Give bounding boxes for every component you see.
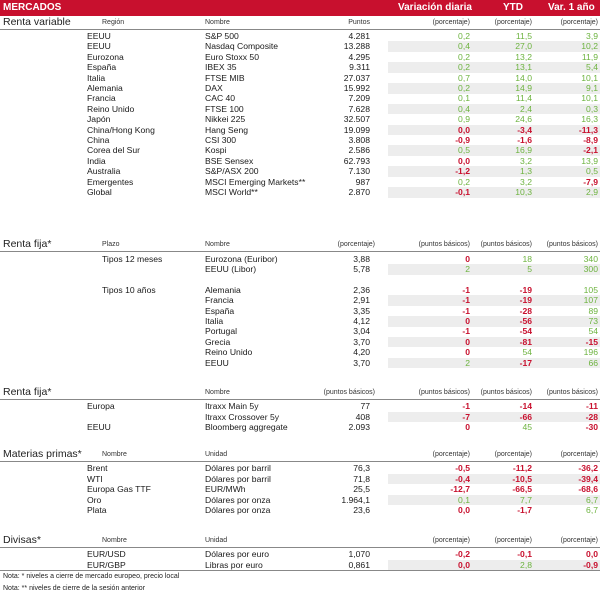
unit-cell: Libras por euro [205, 559, 263, 570]
col-header-region: Región [102, 19, 125, 26]
col-year-change: Var. 1 año [548, 2, 595, 13]
region-cell: China/Hong Kong [87, 124, 155, 135]
term-label: Tipos 12 meses [102, 254, 163, 264]
region-cell: Italia [87, 72, 106, 83]
index-name-cell: MSCI World** [205, 187, 258, 197]
ytd-cell: -14 [519, 401, 532, 411]
daily-change-cell: 0 [465, 316, 470, 326]
daily-change-cell: 0,0 [458, 505, 470, 516]
footer-divider [0, 570, 600, 571]
year-change-cell: 10,1 [581, 72, 598, 83]
table-row [0, 463, 600, 474]
index-name-cell: FTSE 100 [205, 103, 244, 114]
daily-change-cell: -0,1 [455, 187, 470, 197]
region-cell: Australia [87, 166, 121, 177]
ytd-cell: 13,1 [515, 62, 532, 73]
yield-cell: 3,88 [353, 254, 370, 264]
col-header-pct: (porcentaje) [337, 241, 375, 248]
yield-cell: 4,12 [353, 316, 370, 326]
year-change-cell: 3,9 [586, 31, 598, 41]
year-change-cell: 0,0 [586, 549, 598, 559]
ytd-cell: -19 [519, 284, 532, 295]
daily-change-cell: 0,7 [458, 72, 470, 83]
ytd-cell: 45 [522, 422, 532, 432]
table-row [0, 560, 600, 571]
table-row [0, 285, 600, 296]
fixed-income-rates-header [0, 238, 600, 252]
table-row [0, 104, 600, 115]
currencies-section-header [0, 534, 600, 548]
table-row [0, 73, 600, 84]
ytd-cell: -10,5 [512, 473, 532, 484]
index-name-cell: Kospi [205, 145, 227, 156]
price-cell: 25,5 [353, 484, 370, 495]
ytd-cell: 3,2 [520, 155, 532, 166]
year-change-cell: -0,9 [583, 559, 598, 570]
markets-title: MERCADOS [3, 2, 62, 13]
year-change-cell: 73 [588, 316, 598, 326]
table-row [0, 177, 600, 188]
table-row [0, 125, 600, 136]
price-cell: 76,3 [353, 463, 370, 473]
year-change-cell: 16,3 [581, 114, 598, 125]
equities-section-header [0, 16, 600, 30]
points-cell: 27.037 [343, 72, 370, 83]
year-change-cell: 196 [583, 347, 598, 358]
col-daily-change: Variación diaria [398, 2, 472, 13]
table-row [0, 505, 600, 516]
region-cell: Francia [87, 93, 116, 104]
year-change-cell: 105 [583, 284, 598, 295]
commodity-name-cell: Oro [87, 494, 102, 505]
points-cell: 7.130 [348, 166, 370, 177]
ytd-cell: 2,8 [520, 559, 532, 570]
daily-change-cell: 0,9 [458, 114, 470, 125]
pair-cell: EUR/GBP [87, 559, 126, 570]
ytd-cell: -0,1 [517, 549, 532, 559]
year-change-cell: -11 [586, 401, 598, 411]
year-change-cell: -15 [585, 336, 598, 347]
credit-index-cell: Itraxx Main 5y [205, 401, 259, 411]
col-header-pct: (porcentaje) [494, 451, 532, 458]
year-change-cell: 66 [588, 357, 598, 368]
unit-cell: Dólares por onza [205, 505, 271, 516]
daily-change-cell: 0 [465, 422, 470, 432]
points-cell: 987 [355, 176, 370, 187]
ytd-cell: 11,5 [515, 31, 532, 41]
daily-change-cell: -1 [462, 305, 470, 316]
year-change-cell: 107 [583, 295, 598, 306]
index-name-cell: S&P 500 [205, 31, 239, 41]
daily-change-cell: 0,2 [458, 83, 470, 93]
bond-name-cell: Eurozona (Euribor) [205, 254, 278, 264]
credit-section [0, 386, 600, 434]
price-cell: 23,6 [353, 505, 370, 516]
ytd-cell: -3,4 [517, 124, 532, 135]
index-name-cell: CSI 300 [205, 135, 237, 145]
daily-change-cell: -1,2 [455, 166, 470, 177]
yield-cell: 2,91 [353, 295, 370, 306]
points-cell: 13.288 [343, 41, 370, 52]
year-change-cell: -28 [585, 411, 598, 422]
ytd-cell: -1,6 [517, 135, 532, 145]
yield-cell: 4,20 [353, 347, 370, 358]
bond-name-cell: Alemania [205, 284, 241, 295]
table-row [0, 31, 600, 42]
index-name-cell: Hang Seng [205, 124, 249, 135]
commodity-name-cell: Brent [87, 463, 108, 473]
yield-cell: 3,70 [353, 357, 370, 368]
table-row [0, 254, 600, 265]
col-header-bp: (puntos básicos) [418, 389, 470, 396]
daily-change-cell: 0,4 [458, 103, 470, 114]
ytd-cell: -1,7 [517, 505, 532, 516]
ytd-cell: 54 [522, 347, 532, 358]
unit-cell: Dólares por euro [205, 549, 270, 559]
credit-section-header [0, 386, 600, 400]
yield-cell: 3,35 [353, 305, 370, 316]
daily-change-cell: 0 [465, 347, 470, 358]
points-cell: 7.209 [348, 93, 370, 104]
daily-change-cell: 0,0 [458, 124, 470, 135]
ytd-cell: -17 [519, 357, 532, 368]
daily-change-cell: -1 [462, 284, 470, 295]
daily-change-cell: 0,5 [458, 145, 470, 156]
col-header-pct: (porcentaje) [560, 19, 598, 26]
yield-cell: 5,78 [353, 264, 370, 275]
year-change-cell: 340 [583, 254, 598, 264]
col-header-term: Plazo [102, 241, 120, 248]
daily-change-cell: 0 [465, 336, 470, 347]
region-cell: China [87, 135, 110, 145]
level-cell: 77 [360, 401, 370, 411]
commodities-section [0, 448, 600, 520]
bond-name-cell: EEUU [205, 357, 229, 368]
daily-change-cell: -0,5 [455, 463, 470, 473]
currencies-section [0, 534, 600, 570]
year-change-cell: 5,4 [586, 62, 598, 73]
markets-header-bar [0, 0, 600, 16]
table-row [0, 495, 600, 506]
equities-section [0, 16, 600, 198]
region-cell: Corea del Sur [87, 145, 141, 156]
table-row [0, 474, 600, 485]
table-row [0, 145, 600, 156]
daily-change-cell: -1 [462, 401, 470, 411]
daily-change-cell: -0,2 [455, 549, 470, 559]
year-change-cell: 54 [588, 326, 598, 337]
year-change-cell: -8,9 [583, 135, 598, 145]
points-cell: 15.992 [343, 83, 370, 93]
year-change-cell: -39,4 [578, 473, 598, 484]
table-row [0, 412, 600, 423]
daily-change-cell: 2 [465, 357, 470, 368]
credit-index-cell: Bloomberg aggregate [205, 422, 288, 432]
index-name-cell: Nikkei 225 [205, 114, 246, 125]
table-row [0, 135, 600, 146]
table-row [0, 484, 600, 495]
col-header-pct: (porcentaje) [432, 451, 470, 458]
table-row [0, 306, 600, 317]
daily-change-cell: -7 [462, 411, 470, 422]
daily-change-cell: 0,2 [458, 62, 470, 73]
commodity-name-cell: Plata [87, 505, 107, 516]
col-header-name: Nombre [205, 19, 230, 26]
index-name-cell: FTSE MIB [205, 72, 245, 83]
daily-change-cell: 0,2 [458, 51, 470, 62]
ytd-cell: 24,6 [515, 114, 532, 125]
table-row [0, 422, 600, 433]
ytd-cell: 7,7 [520, 494, 532, 505]
points-cell: 2.586 [348, 145, 370, 156]
points-cell: 32.507 [343, 114, 370, 125]
ytd-cell: -54 [519, 326, 532, 337]
year-change-cell: -11,3 [578, 124, 598, 135]
ytd-cell: -56 [519, 316, 532, 326]
year-change-cell: 13,9 [581, 155, 598, 166]
price-cell: 71,8 [353, 473, 370, 484]
unit-cell: Dólares por barril [205, 463, 271, 473]
col-header-unit: Unidad [205, 537, 228, 544]
bond-name-cell: EEUU (Libor) [205, 264, 257, 275]
col-header-name: Nombre [102, 537, 127, 544]
table-row [0, 347, 600, 358]
year-change-cell: 0,5 [586, 166, 598, 177]
year-change-cell: -36,2 [578, 463, 598, 473]
bond-name-cell: Portugal [205, 326, 238, 337]
table-row [0, 114, 600, 125]
bond-name-cell: Grecia [205, 336, 231, 347]
table-row [0, 316, 600, 327]
points-cell: 2.870 [348, 187, 370, 197]
daily-change-cell: -0,4 [455, 473, 470, 484]
bond-name-cell: España [205, 305, 235, 316]
index-name-cell: S&P/ASX 200 [205, 166, 259, 177]
year-change-cell: 11,9 [581, 51, 598, 62]
region-cell: India [87, 155, 106, 166]
credit-index-cell: Itraxx Crossover 5y [205, 411, 280, 422]
table-row [0, 401, 600, 412]
col-header-name: Nombre [102, 451, 127, 458]
points-cell: 9.311 [349, 62, 370, 73]
year-change-cell: -2,1 [583, 145, 598, 156]
ytd-cell: 11,4 [515, 93, 532, 104]
col-header-pct: (porcentaje) [432, 19, 470, 26]
table-row [0, 62, 600, 73]
yield-cell: 3,04 [353, 326, 370, 337]
ytd-cell: -19 [519, 295, 532, 306]
daily-change-cell: 2 [465, 264, 470, 275]
index-name-cell: BSE Sensex [205, 155, 254, 166]
table-row [0, 93, 600, 104]
section-title: Renta fija* [3, 238, 52, 250]
unit-cell: EUR/MWh [205, 484, 246, 495]
year-change-cell: 6,7 [586, 505, 598, 516]
table-row [0, 549, 600, 560]
index-name-cell: CAC 40 [205, 93, 236, 104]
unit-cell: Dólares por barril [205, 473, 271, 484]
year-change-cell: 9,1 [586, 83, 598, 93]
table-row [0, 41, 600, 52]
table-row [0, 83, 600, 94]
ytd-cell: -11,2 [512, 463, 532, 473]
daily-change-cell: 0,1 [458, 494, 470, 505]
level-cell: 408 [355, 411, 370, 422]
region-cell: EEUU [87, 31, 111, 41]
col-header-bp: (puntos básicos) [418, 241, 470, 248]
table-row [0, 337, 600, 348]
ytd-cell: 1,3 [520, 166, 532, 177]
col-header-pct: (porcentaje) [494, 537, 532, 544]
pair-cell: EUR/USD [87, 549, 126, 559]
col-ytd: YTD [503, 2, 523, 13]
ytd-cell: 3,2 [520, 176, 532, 187]
points-cell: 19.099 [343, 124, 370, 135]
index-name-cell: IBEX 35 [205, 62, 237, 73]
bond-name-cell: Italia [205, 316, 224, 326]
region-cell: Europa [87, 401, 115, 411]
ytd-cell: 18 [522, 254, 532, 264]
daily-change-cell: 0,4 [458, 41, 470, 52]
col-header-pct: (porcentaje) [560, 537, 598, 544]
daily-change-cell: 0,2 [458, 31, 470, 41]
table-row [0, 187, 600, 198]
index-name-cell: Euro Stoxx 50 [205, 51, 259, 62]
yield-cell: 2,36 [353, 284, 370, 295]
ytd-cell: 13,2 [515, 51, 532, 62]
year-change-cell: 6,7 [586, 494, 598, 505]
col-header-pct: (porcentaje) [432, 537, 470, 544]
col-header-bp: (puntos básicos) [546, 389, 598, 396]
region-cell: EEUU [87, 41, 111, 52]
year-change-cell: 0,3 [586, 103, 598, 114]
year-change-cell: -30 [585, 422, 598, 432]
daily-change-cell: -1 [462, 326, 470, 337]
col-header-name: Nombre [205, 389, 230, 396]
fixed-income-rates-section [0, 238, 600, 384]
col-header-bp: (puntos básicos) [480, 389, 532, 396]
index-name-cell: Nasdaq Composite [205, 41, 279, 52]
ytd-cell: 27,0 [515, 41, 532, 52]
term-label: Tipos 10 años [102, 284, 156, 295]
table-row [0, 264, 600, 275]
col-header-pct: (porcentaje) [560, 451, 598, 458]
year-change-cell: -7,9 [583, 176, 598, 187]
index-name-cell: DAX [205, 83, 223, 93]
table-row [0, 295, 600, 306]
ytd-cell: 5 [527, 264, 532, 275]
col-header-points: Puntos [348, 19, 370, 26]
region-cell: Alemania [87, 83, 123, 93]
bond-name-cell: Francia [205, 295, 234, 306]
bond-name-cell: Reino Unido [205, 347, 253, 358]
col-header-name: Nombre [205, 241, 230, 248]
daily-change-cell: 0,0 [458, 155, 470, 166]
table-row [0, 166, 600, 177]
ytd-cell: 10,3 [515, 187, 532, 197]
year-change-cell: 10,2 [581, 41, 598, 52]
year-change-cell: 2,9 [586, 187, 598, 197]
section-title: Materias primas* [3, 448, 82, 460]
daily-change-cell: -1 [462, 295, 470, 306]
index-name-cell: MSCI Emerging Markets** [205, 176, 306, 187]
region-cell: Global [87, 187, 112, 197]
table-row [0, 156, 600, 167]
points-cell: 4.295 [348, 51, 370, 62]
year-change-cell: -68,6 [578, 484, 598, 495]
yield-cell: 3,70 [353, 336, 370, 347]
note-1: Nota: * niveles a cierre de mercado europeo, precio local [3, 573, 180, 580]
ytd-cell: 16,9 [515, 145, 532, 156]
region-cell: España [87, 62, 117, 73]
unit-cell: Dólares por onza [205, 494, 271, 505]
region-cell: Eurozona [87, 51, 124, 62]
table-row [0, 358, 600, 369]
points-cell: 3.808 [348, 135, 370, 145]
daily-change-cell: -0,9 [455, 135, 470, 145]
ytd-cell: -66,5 [512, 484, 532, 495]
col-header-unit: Unidad [205, 451, 228, 458]
ytd-cell: 14,0 [515, 72, 532, 83]
ytd-cell: 2,4 [520, 103, 532, 114]
region-cell: Emergentes [87, 176, 134, 187]
points-cell: 7.628 [348, 103, 370, 114]
section-title: Renta fija* [3, 386, 52, 398]
daily-change-cell: 0 [465, 254, 470, 264]
daily-change-cell: 0,2 [458, 176, 470, 187]
section-title: Renta variable [3, 16, 71, 28]
region-cell: EEUU [87, 422, 111, 432]
points-cell: 62.793 [343, 155, 370, 166]
ytd-cell: -66 [519, 411, 532, 422]
ytd-cell: -28 [519, 305, 532, 316]
rate-cell: 1,070 [348, 549, 370, 559]
year-change-cell: 300 [583, 264, 598, 275]
col-header-pct: (porcentaje) [494, 19, 532, 26]
level-cell: 2.093 [348, 422, 370, 432]
year-change-cell: 89 [588, 305, 598, 316]
note-2: Nota: ** niveles de cierre de la sesión anterior [3, 585, 146, 592]
table-row [0, 52, 600, 63]
col-header-bp: (puntos básicos) [323, 389, 375, 396]
daily-change-cell: 0,1 [458, 93, 470, 104]
points-cell: 4.281 [348, 31, 370, 41]
price-cell: 1.964,1 [341, 494, 370, 505]
rate-cell: 0,861 [348, 559, 370, 570]
daily-change-cell: 0,0 [458, 559, 470, 570]
ytd-cell: -81 [519, 336, 532, 347]
commodity-name-cell: Europa Gas TTF [87, 484, 151, 495]
commodity-name-cell: WTI [87, 473, 103, 484]
region-cell: Japón [87, 114, 111, 125]
col-header-bp: (puntos básicos) [546, 241, 598, 248]
daily-change-cell: -12,7 [450, 484, 470, 495]
commodities-section-header [0, 448, 600, 462]
ytd-cell: 14,9 [515, 83, 532, 93]
section-title: Divisas* [3, 534, 41, 546]
region-cell: Reino Unido [87, 103, 135, 114]
year-change-cell: 10,1 [581, 93, 598, 104]
table-row [0, 326, 600, 337]
col-header-bp: (puntos básicos) [480, 241, 532, 248]
